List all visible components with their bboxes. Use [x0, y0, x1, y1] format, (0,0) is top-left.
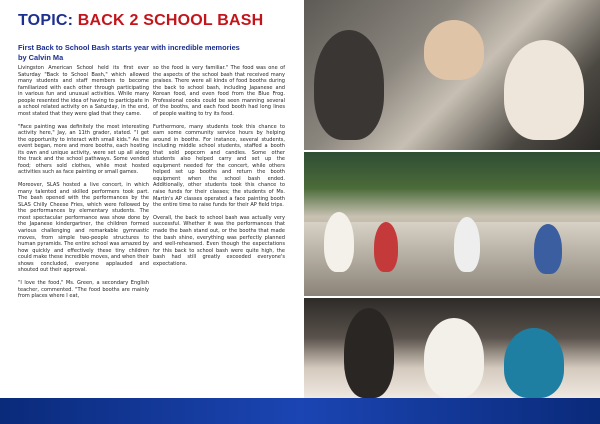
- page-title: [18, 12, 263, 30]
- paragraph: Overall, the back to school bash was actually very successful. Whether it was the performances that made the bash stand out, or the booths that made the bash shine, everything was perfectly planned and well-rehearsed. Even though the expectations for this back to school bash were quite high, the bash had still greatly exceeded everyone's expectations.: [153, 214, 285, 267]
- paragraph: Livingston American School held its first ever Saturday "Back to School Bash," which allowed many students and staff members to become familiarized with each other through participating in various fun and unusual activities. While many people resented the idea of having to participate in a school related activity on a Saturday, in the end, most stated that they were glad that they came.: [18, 65, 149, 117]
- paragraph: so the food is very familiar." The food was one of the aspects of the school bash that received many praises. There were all kinds of food booths during the back to school bash, including Japanese and Korean food, and even food from the Blue Frog. Professional cooks could be seen manning several of the booths, and each food booth had long lines of people waiting to try its food.: [153, 65, 285, 117]
- topic-label: TOPIC:: [18, 12, 74, 29]
- paragraph: Furthermore, many students took this chance to earn some community service hours by helping around in booths. For instance, several students, including middle school students, staffed a booth that sold popcorn and candies. Some other students also helped carry and set up the equipment needed for the concert, while others helped set up booths and return the booth equipment when the school bash ended. Additionally, other students took this chance to raise funds for their classes; the students of Ms. Martin's AP classes operated a face painting booth the entire time to raise funds for their AP field trips.: [153, 123, 285, 209]
- footer-band: [0, 398, 600, 424]
- paragraph: "Face painting was definitely the most interesting activity here," Jay, an 11th grader, stated. "I get the opportunity to interact with small kids." As the event began, more and more booths, each hosting its own and unique activity, were set up all along the track and the school pathways. Some vended food; others sold clothes, while most hosted activities such as face painting or small games.: [18, 123, 149, 176]
- article-title: BACK 2 SCHOOL BASH: [77, 12, 264, 29]
- photo-students-group: [304, 298, 600, 398]
- paragraph: Moreover, SLAS hosted a live concert, in which many talented and skilled performers took part. The bash opened with the performances by the SLAS Chilly Cheese Fries, which were followed by the performances by elementary students. The most spectacular performance was show done by the Japanese kindergartner, the children formed various challenging and remarkable gymnastic moves, from simple two-people structures to human pyramids. The entire school was amazed by how quickly and effectively these tiny children could make these incredible moves, and when their shows concluded, everyone applauded and shouted out their approval.: [18, 182, 149, 274]
- byline: by Calvin Ma: [18, 53, 64, 62]
- article-column-1: [18, 65, 149, 306]
- paragraph: "I love the food," Ms. Green, a secondary English teacher, commented. "The food booths are mainly from places where I eat,: [18, 279, 149, 300]
- photo-crowd-field: [304, 152, 600, 296]
- article-subhead: First Back to School Bash starts year with incredible memories: [18, 43, 240, 52]
- photo-face-painting: [304, 0, 600, 150]
- article-column-2: [153, 65, 285, 273]
